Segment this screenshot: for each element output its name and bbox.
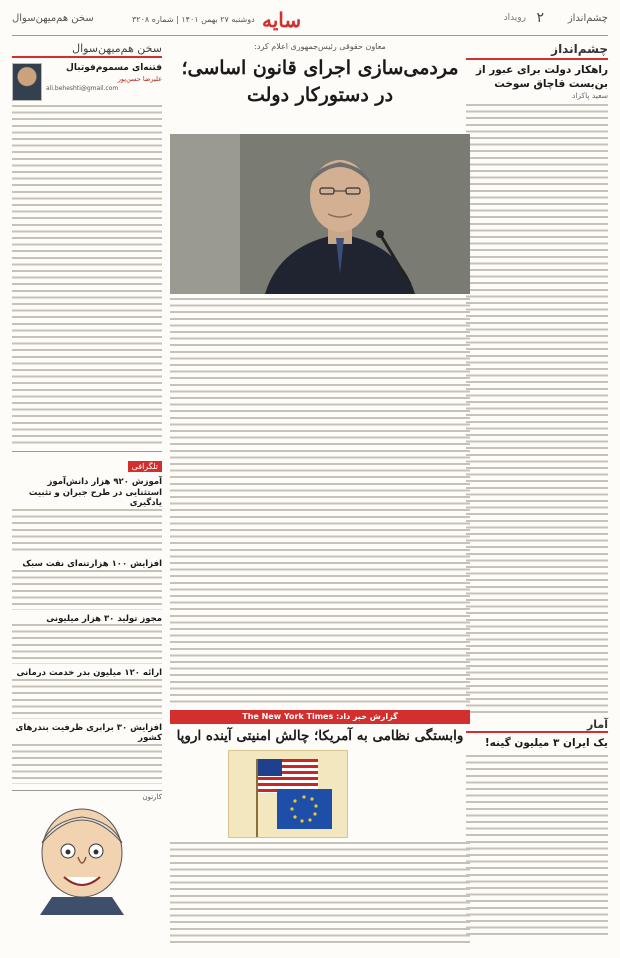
stats-box-title: یک ایران ۳ میلیون گینه! (484, 737, 608, 750)
opinion-body (12, 105, 162, 445)
main-headline-line1: مردمی‌سازی اجرای قانون اساسی؛ (181, 57, 459, 79)
brief-title: افزایش ۳۰ برابری ظرفیت بندرهای کشور (15, 722, 162, 744)
page-number: ۲ (536, 10, 544, 26)
opinion-author-box (12, 63, 162, 101)
newspaper-logo: سایه (262, 8, 302, 32)
section-label: چشم‌انداز (567, 13, 608, 24)
nyt-report-bar: گزارش خبر داد: The New York Times (170, 710, 470, 724)
brief-body (12, 570, 162, 610)
side-article-author: سعید پاکزاد (572, 91, 608, 101)
brief-body (12, 679, 162, 719)
briefs-label: تلگرافی (128, 461, 162, 472)
second-article-body (170, 842, 470, 947)
opinion-author: علیرضا حسن‌پور (117, 75, 162, 83)
us-eu-flags (227, 751, 347, 839)
stats-section-title: آمار (466, 718, 608, 733)
cartoon-label: کارتون (142, 793, 162, 801)
brief-title: آموزش ۹۲۰ هزار دانش‌آموز استثنایی در طرح جبران و تثبیت یادگیری (28, 477, 162, 509)
brief-body (12, 744, 162, 784)
side-article-body (466, 104, 608, 714)
right-section-title: چشم‌انداز (466, 42, 608, 60)
flags-illustration (228, 750, 348, 838)
opinion-author-email: ali.beheshti@gmail.com (46, 85, 119, 92)
dateline: دوشنبه ۲۷ بهمن ۱۴۰۱ | شماره ۳۲۰۸ (132, 15, 255, 24)
main-headline (170, 55, 470, 108)
second-headline: وابستگی نظامی به آمریکا؛ چالش امنیتی آینده اروپا (176, 728, 464, 744)
page-header (12, 10, 608, 36)
caricature-illustration (12, 803, 162, 915)
author-avatar (12, 63, 42, 101)
main-photo (170, 134, 470, 294)
opinion-title: فتنه‌ای مسموم‌فوتبال (66, 63, 162, 73)
main-article-body (170, 298, 470, 706)
left-column (12, 42, 162, 947)
right-column (466, 42, 608, 947)
brief-body (12, 509, 162, 555)
briefs-header (12, 451, 162, 473)
brief-title: ارائه ۱۲۰ میلیون بدر خدمت درمانی (16, 668, 162, 679)
main-headline-line2: در دستورکار دولت (246, 83, 394, 106)
main-kicker: معاون حقوقی رئیس‌جمهوری اعلام کرد: (254, 42, 386, 51)
brief-body (12, 624, 162, 664)
side-article-title: راهکار دولت برای عبور از بن‌بست قاچاق سوخت (475, 64, 608, 90)
stats-box-body (466, 755, 608, 935)
left-section-title: سخن هم‌میهن‌سوال (12, 42, 162, 58)
section-sub-label: رویداد (503, 13, 526, 23)
cartoon-box (12, 790, 162, 915)
main-story (170, 42, 470, 744)
brief-title: مجوز تولید ۳۰ هزار میلیونی (46, 613, 162, 624)
portrait-illustration (170, 134, 470, 294)
left-section-label: سخن هم‌میهن‌سوال (12, 13, 94, 24)
brief-title: افزایش ۱۰۰ هزار‌تنه‌ای نفت سبک (22, 558, 162, 569)
